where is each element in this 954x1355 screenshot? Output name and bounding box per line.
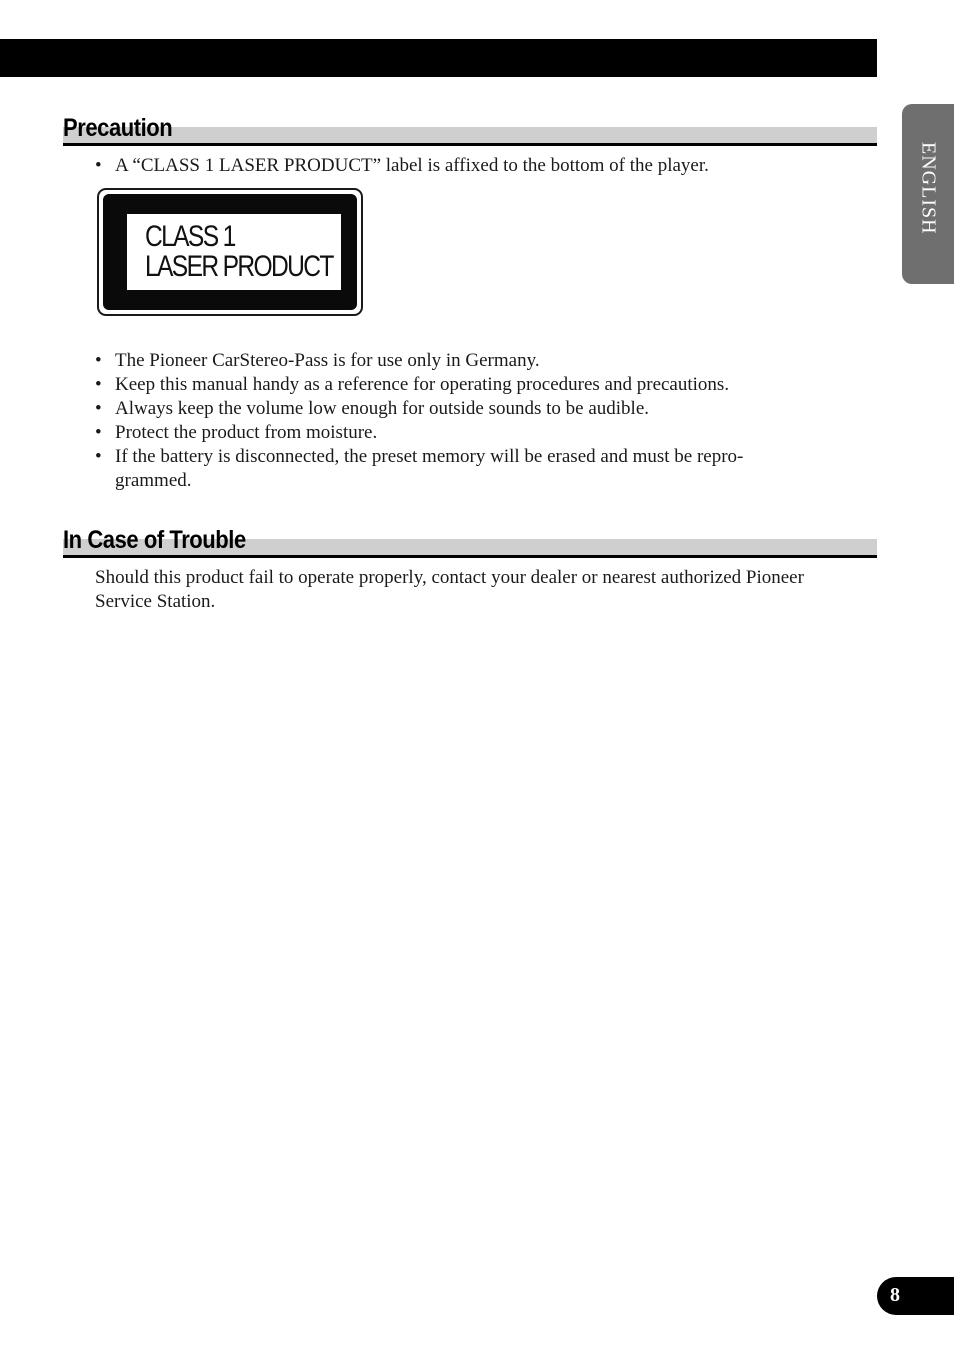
language-tab-label: ENGLISH <box>917 142 940 235</box>
trouble-paragraph: Should this product fail to operate properly, contact your dealer or nearest authorized Pioneer Service Station. <box>95 567 804 612</box>
list-item <box>95 445 815 493</box>
laser-product-label <box>97 188 363 316</box>
heading-rule <box>63 143 877 146</box>
header-bar <box>0 39 877 77</box>
list-item <box>95 373 815 397</box>
bullet-icon: • <box>95 422 102 443</box>
label-frame <box>103 194 357 310</box>
precaution-heading <box>63 108 877 146</box>
list-item <box>95 421 815 445</box>
list-item-text: Always keep the volume low enough for outside sounds to be audible. <box>115 398 650 419</box>
precaution-title: Precaution <box>63 114 173 142</box>
precaution-first-list <box>95 154 815 178</box>
list-item <box>95 397 815 421</box>
list-item-text: The Pioneer CarStereo-Pass is for use only in Germany. <box>115 350 540 371</box>
label-line-1: CLASS 1 <box>145 220 235 253</box>
precaution-list <box>95 349 815 493</box>
bullet-icon: • <box>95 374 102 395</box>
list-item <box>95 154 815 178</box>
list-item-text: If the battery is disconnected, the preset memory will be erased and must be repro-grammed. <box>115 446 744 491</box>
heading-band <box>63 127 877 143</box>
language-tab <box>902 104 954 284</box>
bullet-icon: • <box>95 446 102 467</box>
bullet-icon: • <box>95 398 102 419</box>
page-number: 8 <box>890 1284 900 1306</box>
list-item-text: Protect the product from moisture. <box>115 422 378 443</box>
trouble-heading <box>63 520 877 558</box>
label-panel <box>127 214 341 290</box>
bullet-icon: • <box>95 155 102 176</box>
list-item-text: Keep this manual handy as a reference for operating procedures and precautions. <box>115 374 730 395</box>
list-item-text: A “CLASS 1 LASER PRODUCT” label is affixed to the bottom of the player. <box>115 155 709 176</box>
page-number-tab <box>877 1277 954 1315</box>
trouble-title: In Case of Trouble <box>63 526 246 554</box>
list-item <box>95 349 815 373</box>
bullet-icon: • <box>95 350 102 371</box>
label-line-2: LASER PRODUCT <box>145 250 333 283</box>
heading-rule <box>63 555 877 558</box>
